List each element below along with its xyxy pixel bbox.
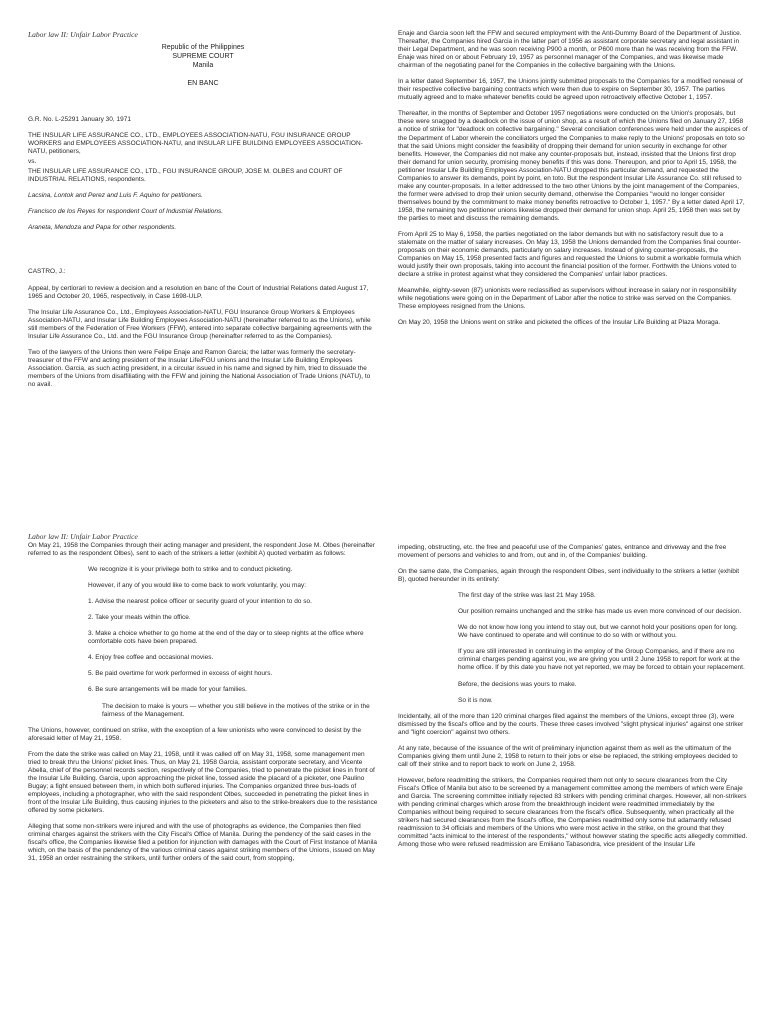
paragraph: impeding, obstructing, etc. the free and peaceful use of the Companies' gates, entrance and driveway and the free movement of persons and vehicles to and from, out and in, of the Companies' building. [398,544,727,560]
counsel-court: Francisco de los Reyes for respondent Court of Industrial Relations. [28,208,224,216]
counsel-respondents: Araneta, Mendoza and Papa for other respondents. [28,224,177,232]
paragraph: From April 25 to May 6, 1958, the parties negotiated on the labor demands but with no satisfactory result due to a stalemate on the matter of salary increases. On May 13, 1958 the Unions demanded from the Companies final counter-proposals on their economic demands, particularly on salary increases. Instead of giving counter-proposals, the Companies on May 15, 1958 presented facts and figures and requested the Unions to submit a workable formula which would justify their own proposals, taking into account the financial position of the former. Forthwith the Unions voted to declare a strike in protest against what they considered the Companies' unfair labor practices. [398,231,741,279]
letter-quote: 4. Enjoy free coffee and occasional movies. [88,654,214,662]
paragraph: However, before readmitting the strikers, the Companies required them not only to secure clearances from the City Fiscal's Office of Manila but also to be screened by a management committee among the members of which were Enaje and Garcia. The screening committee initially rejected 83 strikers with pending criminal charges. However, all non-strikers with pending criminal charges which arose from the breakthrough incident were readmitted immediately by the Companies without being required to secure clearances from the fiscal's office. Subsequently, when practically all the strikers had secured clearances from the fiscal's office, the Companies readmitted only some but adamantly refused readmission to 34 officials and members of the Unions who were most active in the strike, on the ground that they committed "acts inimical to the interest of the respondents," without however stating the specific acts allegedly committed. Among those who were refused readmission are Emiliano Tabasondra, vice president of the Insular Life [398,776,748,849]
document-page-2 [398,30,748,520]
court-line: SUPREME COURT [172,53,234,60]
letter-quote: 1. Advise the nearest police officer or security guard of your intention to do so. [88,598,312,606]
paragraph: On May 21, 1958 the Companies through their acting manager and president, the respondent Jose M. Olbes (hereinafter referred to as the respondent Olbes), sent to each of the strikers a letter (exhibit A) quoted verbatim as follows: [28,542,375,558]
court-heading [28,43,378,88]
paragraph: At any rate, because of the issuance of the writ of preliminary injunction against them as well as the ultimatum of the Companies giving them until June 2, 1958 to return to their jobs or else be replaced, the striking employees decided to call off their strike and to report back to work on June 2, 1958. [398,744,738,768]
letter-quote: We recognize it is your privilege both to strike and to conduct picketing. [88,566,293,574]
letter-quote: 6. Be sure arrangements will be made for your families. [88,686,247,694]
respondents: THE INSULAR LIFE ASSURANCE CO., LTD., FGU INSURANCE GROUP, JOSE M. OLBES and COURT OF INDUSTRIAL RELATIONS, respondents. [28,168,343,184]
letter-quote: 5. Be paid overtime for work performed in excess of eight hours. [88,670,273,678]
paragraph: From the date the strike was called on May 21, 1958, until it was called off on May 31, 1958, some management men tried to break thru the Unions' picket lines. Thus, on May 21, 1958 Garcia, assistant corporate secretary, and Vicente Abella, chief of the personnel records section, respectively of the Companies, tried to penetrate the picket lines in front of the Insular Life Building. Garcia, upon approaching the picket line, tossed aside the placard of a picketer, one Paulino Bugay; a fight ensued between them, in which both suffered injuries. The Companies organized three bus-loads of employees, including a photographer, who with the said respondent Olbes, succeeded in penetrating the picket lines in front of the Insular Life Building, thus causing injuries to the picketers and also to the strike-breakers due to the resistance offered by some picketers. [28,750,378,815]
letter-quote: Our position remains unchanged and the strike has made us even more convinced of our decision. [458,608,742,616]
page-header: Labor law II: Unfair Labor Practice [28,30,138,39]
letter-quote: So it is now. [458,696,493,704]
paragraph: Two of the lawyers of the Unions then were Felipe Enaje and Ramon Garcia; the latter was formerly the secretary-treasurer of the FFW and acting president of the Insular Life/FGU unions and the Insular Life Building Employees Association. Garcia, as such acting president, in a circular issued in his name and signed by him, tried to dissuade the members of the Unions from disaffiliating with the FFW and joining the National Association of Trade Unions (NATU), to no avail. [28,348,371,388]
paragraph: The Insular Life Assurance Co., Ltd., Employees Association-NATU, FGU Insurance Group Workers & Employees Association-NATU, and Insular Life Building Employees Association-NATU (hereinafter referred to as the Unions), while still members of the Federation of Free Workers (FFW), entered into separate collective bargaining agreements with the Insular Life Assurance Co., Ltd. and the FGU Insurance Group (hereinafter referred to as the Companies). [28,308,372,340]
paragraph: The Unions, however, continued on strike, with the exception of a few unionists who were convinced to desist by the aforesaid letter of May 21, 1958. [28,726,362,742]
counsel-petitioners: Lacsina, Lontok and Perez and Luis F. Aquino for petitioners. [28,192,203,200]
letter-quote: The decision to make is yours — whether you still believe in the motives of the strike or in the fairness of the Management. [102,702,370,718]
paragraph: Meanwhile, eighty-seven (87) unionists were reclassified as supervisors without increase in salary nor in responsibility while negotiations were going on in the Department of Labor after the notice to strike was served on the Companies. These employees resigned from the Unions. [398,287,737,311]
document-page-3 [28,532,378,1016]
letter-quote: If you are still interested in continuing in the employ of the Group Companies, and if there are no criminal charges pending against you, we are giving you until 2 June 1958 to report for work at the home office. If by this date you have not yet reported, we may be forced to obtain your replacement. [458,648,745,672]
paragraph: Enaje and Garcia soon left the FFW and secured employment with the Anti-Dummy Board of the Department of Justice. Thereafter, the Companies hired Garcia in the latter part of 1956 as assistant corporate secretary and legal assistant in their Legal Department, and he was soon receiving P900 a month, or P600 more than he was receiving from the FFW. Enaje was hired on or about February 19, 1957 as personnel manager of the Companies, and was likewise made chairman of the negotiating panel for the Companies in the collective bargaining with the Unions. [398,30,742,70]
court-line: Republic of the Philippines [161,44,245,51]
letter-quote: 3. Make a choice whether to go home at the end of the day or to sleep nights at the office where comfortable cots have been prepared. [88,630,364,646]
letter-quote: The first day of the strike was last 21 May 1958. [458,592,596,600]
letter-quote: However, if any of you would like to come back to work voluntarily, you may: [88,582,307,590]
ponente: CASTRO, J.: [28,268,66,276]
document-page-4 [398,532,748,1016]
letter-quote: Before, the decisions was yours to make. [458,680,577,688]
paragraph: On the same date, the Companies, again through the respondent Olbes, sent individually to the strikers a letter (exhibit B), quoted hereunder in its entirety: [398,568,740,584]
letter-quote: We do not know how long you intend to stay out, but we cannot hold your positions open for long. We have continued to operate and will continue to do so with or without you. [458,624,738,640]
page-header: Labor law II: Unfair Labor Practice [28,532,138,541]
document-page-1 [28,30,378,520]
paragraph: Incidentally, all of the more than 120 criminal charges filed against the members of the Unions, except three (3), were dismissed by the fiscal's office and by the courts. These three cases involved "slight physical injuries" against one striker and "light coercion" against two others. [398,712,744,736]
paragraph: Thereafter, in the months of September and October 1957 negotiations were conducted on the Union's proposals, but these were snagged by a deadlock on the issue of union shop, as a result of which the Unions filed on January 27, 1958 a notice of strike for "deadlock on collective bargaining." Several conciliation conferences were held under the auspices of the Department of Labor wherein the conciliators urged the Companies to make reply to the Unions' proposals en toto so that the said Unions might consider the feasibility of dropping their demand for union security in exchange for other benefits. However, the Companies did not make any counter-proposals but, instead, insisted that the Unions first drop their demand for union security, promising money benefits if this was done. Thereupon, and prior to April 15, 1958, the petitioner Insular Life Building Employees Association-NATU dropped this particular demand, and requested the Companies to answer its demands, point by point, en toto. But the respondent Insular Life Assurance Co. still refused to make any counter-proposals. In a letter addressed to the two other Unions by the joint management of the Companies, the former were advised to drop their union security demand, otherwise the Companies "would no longer consider themselves bound by the commitment to make money benefits retroactive to October 1, 1957." By a letter dated April 17, 1958, the remaining two petitioner unions likewise dropped their demand for union shop. April 25, 1958 then was set by the parties to meet and discuss the remaining demands. [398,110,748,222]
petitioners: THE INSULAR LIFE ASSURANCE CO., LTD., EMPLOYEES ASSOCIATION-NATU, FGU INSURANCE GROUP WORKERS and EMPLOYEES ASSOCIATION-NATU, and INSULAR LIFE BUILDING EMPLOYEES ASSOCIATION-NATU, petitioners, [28,132,363,156]
paragraph: Appeal, by certiorari to review a decision and a resolution en banc of the Court of Industrial Relations dated August 17, 1965 and October 20, 1965, respectively, in Case 1698-ULP. [28,284,369,300]
court-line: Manila [192,62,214,69]
en-banc-label: EN BANC [187,80,219,87]
versus: vs. [28,158,37,166]
paragraph: On May 20, 1958 the Unions went on strike and picketed the offices of the Insular Life Building at Plaza Moraga. [398,319,721,327]
case-number: G.R. No. L-25291 January 30, 1971 [28,116,131,123]
paragraph: Alleging that some non-strikers were injured and with the use of photographs as evidence, the Companies then filed criminal charges against the strikers with the City Fiscal's Office of Manila. During the pendency of the said cases in the fiscal's office, the Companies likewise filed a petition for injunction with damages with the Court of First Instance of Manila which, on the basis of the pendency of the various criminal cases against striking members of the Unions, issued on May 31, 1958 an order restraining the strikers, until further orders of the said court, from stopping, [28,823,378,863]
paragraph: In a letter dated September 16, 1957, the Unions jointly submitted proposals to the Companies for a modified renewal of their respective collective bargaining contracts which were then due to expire on September 30, 1957. The parties mutually agreed and to make whatever benefits could be agreed upon retroactively effective October 1, 1957. [398,78,743,102]
letter-quote: 2. Take your meals within the office. [88,614,191,622]
